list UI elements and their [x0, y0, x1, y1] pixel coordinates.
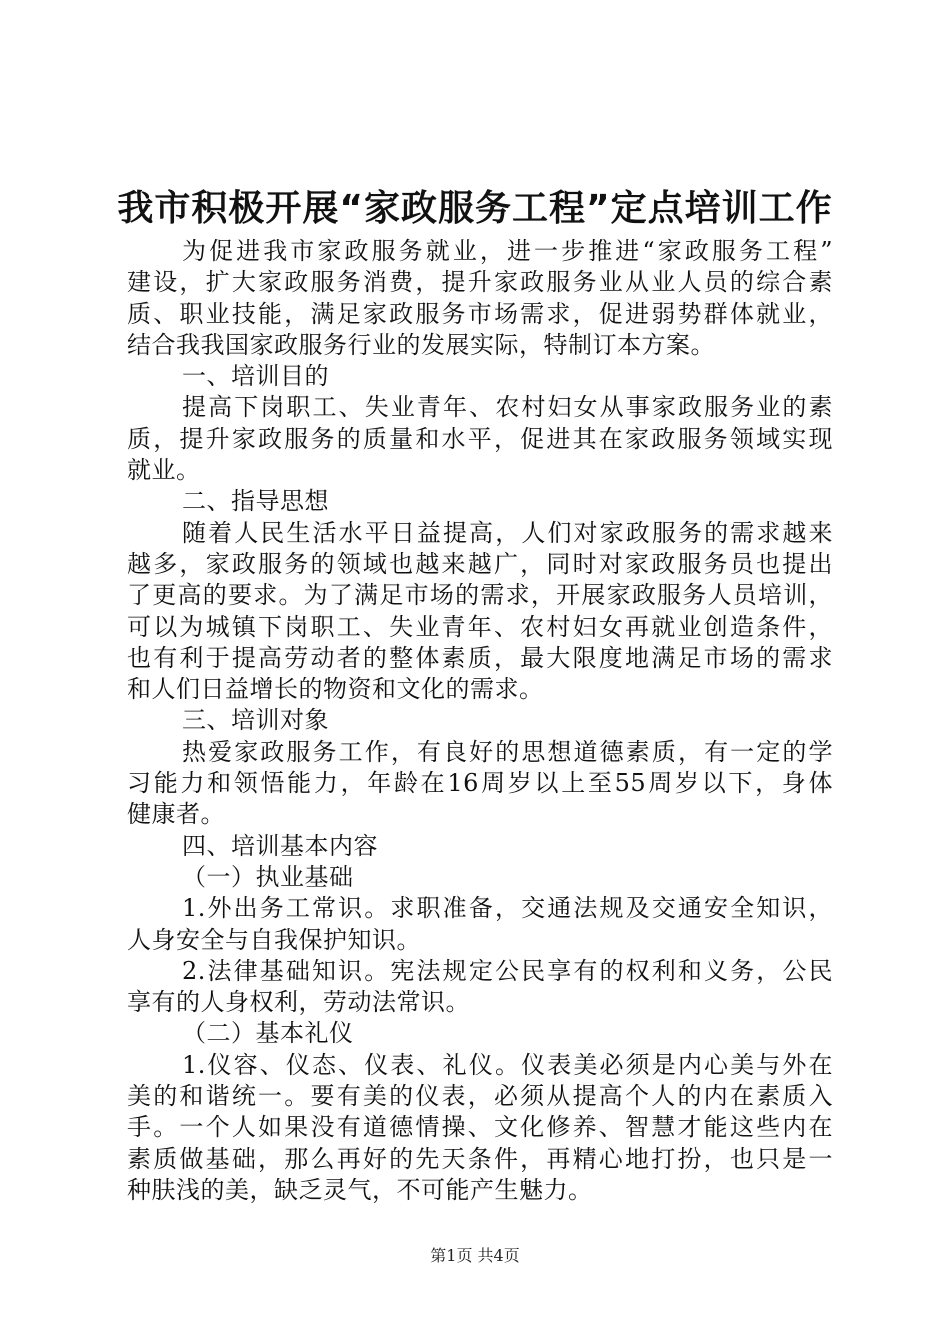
text-line: 建设，扩大家政服务消费，提升家政服务业从业人员的综合素 [127, 268, 833, 297]
text-line: 1.外出务工常识。求职准备，交通法规及交通安全知识， [182, 894, 833, 923]
text-line: 素质做基础，那么再好的先天条件，再精心地打扮，也只是一 [127, 1144, 833, 1173]
section-heading: 三、培训对象 [182, 706, 329, 735]
text-line: 越多，家政服务的领域也越来越广，同时对家政服务员也提出 [127, 549, 833, 578]
text-line: 人身安全与自我保护知识。 [127, 925, 421, 954]
text-line: 为促进我市家政服务就业，进一步推进“家政服务工程” [182, 237, 833, 265]
text-line: 质，提升家政服务的质量和水平，促进其在家政服务领域实现 [127, 424, 833, 453]
section-heading: （二）基本礼仪 [182, 1019, 354, 1048]
page-footer: 第1页 共4页 [430, 1246, 520, 1265]
section-heading: 二、指导思想 [182, 487, 329, 516]
document-body [127, 236, 833, 1206]
text-line: 1.仪容、仪态、仪表、礼仪。仪表美必须是内心美与外在 [182, 1050, 833, 1079]
text-line: 健康者。 [127, 800, 225, 829]
text-line: 手。一个人如果没有道德情操、文化修养、智慧才能这些内在 [127, 1113, 833, 1142]
text-line: 质、职业技能，满足家政服务市场需求，促进弱势群体就业， [127, 299, 833, 328]
section-heading: 一、培训目的 [182, 362, 329, 391]
text-line: 就业。 [127, 456, 201, 485]
text-line: 了更高的要求。为了满足市场的需求，开展家政服务人员培训， [127, 581, 833, 610]
text-line: 享有的人身权利，劳动法常识。 [127, 988, 470, 1017]
section-heading: 四、培训基本内容 [182, 831, 378, 860]
page-title: 我市积极开展“家政服务工程”定点培训工作 [117, 188, 833, 229]
text-line: 习能力和领悟能力，年龄在16周岁以上至55周岁以下，身体 [127, 769, 833, 798]
section-heading: （一）执业基础 [182, 862, 354, 891]
text-line: 随着人民生活水平日益提高，人们对家政服务的需求越来 [182, 518, 833, 547]
text-line: 和人们日益增长的物资和文化的需求。 [127, 675, 544, 704]
text-line: 美的和谐统一。要有美的仪表，必须从提高个人的内在素质入 [127, 1082, 833, 1111]
text-line: 结合我我国家政服务行业的发展实际，特制订本方案。 [127, 330, 715, 359]
text-line: 可以为城镇下岗职工、失业青年、农村妇女再就业创造条件， [127, 612, 833, 641]
text-line: 种肤浅的美，缺乏灵气，不可能产生魅力。 [127, 1175, 593, 1204]
text-line: 2.法律基础知识。宪法规定公民享有的权利和义务，公民 [182, 956, 833, 985]
text-line: 热爱家政服务工作，有良好的思想道德素质，有一定的学 [182, 737, 833, 766]
text-line: 提高下岗职工、失业青年、农村妇女从事家政服务业的素 [182, 393, 833, 422]
text-line: 也有利于提高劳动者的整体素质，最大限度地满足市场的需求 [127, 643, 833, 672]
